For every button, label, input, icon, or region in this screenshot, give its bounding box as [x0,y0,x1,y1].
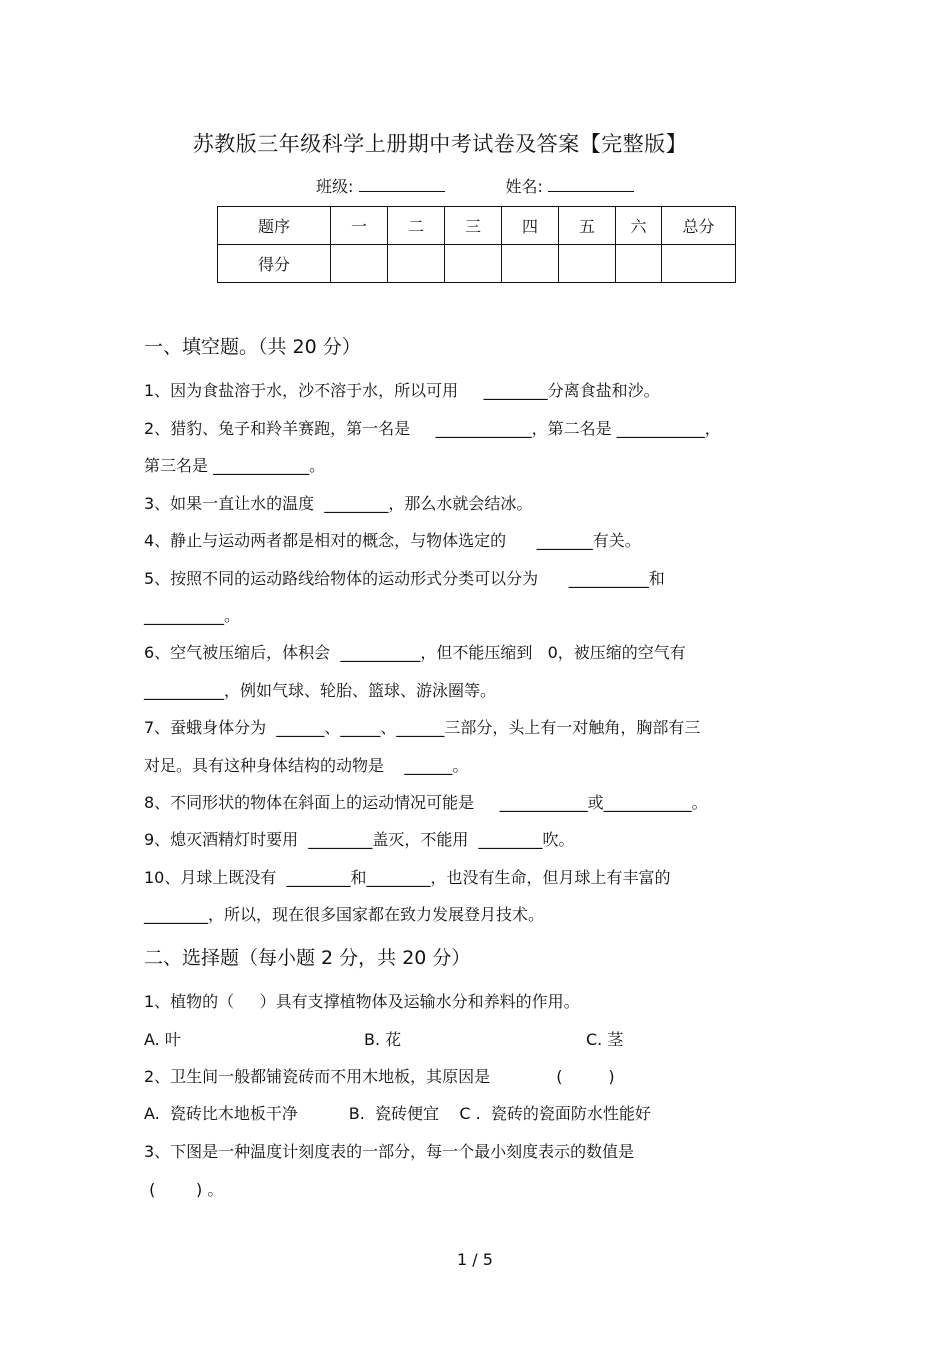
question-2-1-option-c: C. 茎 [586,1030,624,1049]
question-1-10-cont: ________，所以，现在很多国家都在致力发展登月技术。 [144,905,545,924]
question-2-3: 3、下图是一种温度计刻度表的一部分，每一个最小刻度表示的数值是 [144,1142,635,1161]
score-row-label: 得分 [218,245,331,283]
question-1-1: 1、因为食盐溶于水，沙不溶于水，所以可用 ________分离食盐和沙。 [144,381,660,400]
question-1-3: 3、如果一直让水的温度 ________，那么水就会结冰。 [144,494,533,513]
name-label: 姓名: [505,177,543,196]
question-1-5-cont: __________。 [144,606,241,625]
score-header-cell: 总分 [662,207,736,245]
question-2-2-options: A. 瓷砖比木地板干净 B. 瓷砖便宜 C . 瓷砖的瓷面防水性能好 [144,1104,651,1123]
question-1-9: 9、熄灭酒精灯时要用 ________盖灭，不能用 ________吹。 [144,830,575,849]
class-blank [359,175,445,192]
score-header-cell: 四 [502,207,559,245]
score-table [217,206,736,283]
student-info-line [316,174,634,197]
score-header-cell: 五 [559,207,616,245]
score-cell[interactable] [388,245,445,283]
score-cell[interactable] [502,245,559,283]
question-1-5: 5、按照不同的运动路线给物体的运动形式分类可以分为 __________和 [144,569,665,588]
name-blank [548,175,634,192]
question-1-10: 10、月球上既没有 ________和________，也没有生命，但月球上有丰富的 [144,868,671,887]
score-cell[interactable] [616,245,662,283]
page-number: 1 / 5 [457,1250,493,1269]
score-header-cell: 一 [331,207,388,245]
question-2-2: 2、卫生间一般都铺瓷砖而不用木地板，其原因是 ( ) [144,1067,615,1086]
page-title: 苏教版三年级科学上册期中考试卷及答案【完整版】 [192,132,688,156]
question-2-1-option-b: B. 花 [364,1030,402,1049]
question-2-1-option-a: A. 叶 [144,1030,181,1049]
score-header-cell: 六 [616,207,662,245]
score-cell[interactable] [662,245,736,283]
question-1-7: 7、蚕蛾身体分为 ______、_____、______三部分，头上有一对触角，胸部有三 [144,718,701,737]
question-1-6: 6、空气被压缩后，体积会 __________，但不能压缩到 0，被压缩的空气有 [144,643,686,662]
score-cell[interactable] [559,245,616,283]
question-1-7-cont: 对足。具有这种身体结构的动物是 ______。 [144,756,469,775]
score-cell[interactable] [445,245,502,283]
question-1-2: 2、猎豹、兔子和羚羊赛跑，第一名是 ____________，第二名是 ___________， [144,419,721,438]
score-cell[interactable] [331,245,388,283]
question-1-4: 4、静止与运动两者都是相对的概念，与物体选定的 _______有关。 [144,531,641,550]
score-header-cell: 三 [445,207,502,245]
question-2-1: 1、植物的（ ）具有支撑植物体及运输水分和养料的作用。 [144,992,580,1011]
score-header-cell: 二 [388,207,445,245]
score-table-score-row [218,245,736,283]
question-1-8: 8、不同形状的物体在斜面上的运动情况可能是 ___________或___________。 [144,793,708,812]
class-label: 班级: [316,177,354,196]
question-2-3-cont: ( ) 。 [144,1180,224,1199]
section2-heading: 二、选择题（每小题 2 分，共 20 分） [144,947,471,969]
section1-heading: 一、填空题。（共 20 分） [144,336,361,358]
score-table-header-row [218,207,736,245]
question-1-6-cont: __________，例如气球、轮胎、篮球、游泳圈等。 [144,681,497,700]
score-header-cell: 题序 [218,207,331,245]
question-1-2-cont: 第三名是 ____________。 [144,456,326,475]
